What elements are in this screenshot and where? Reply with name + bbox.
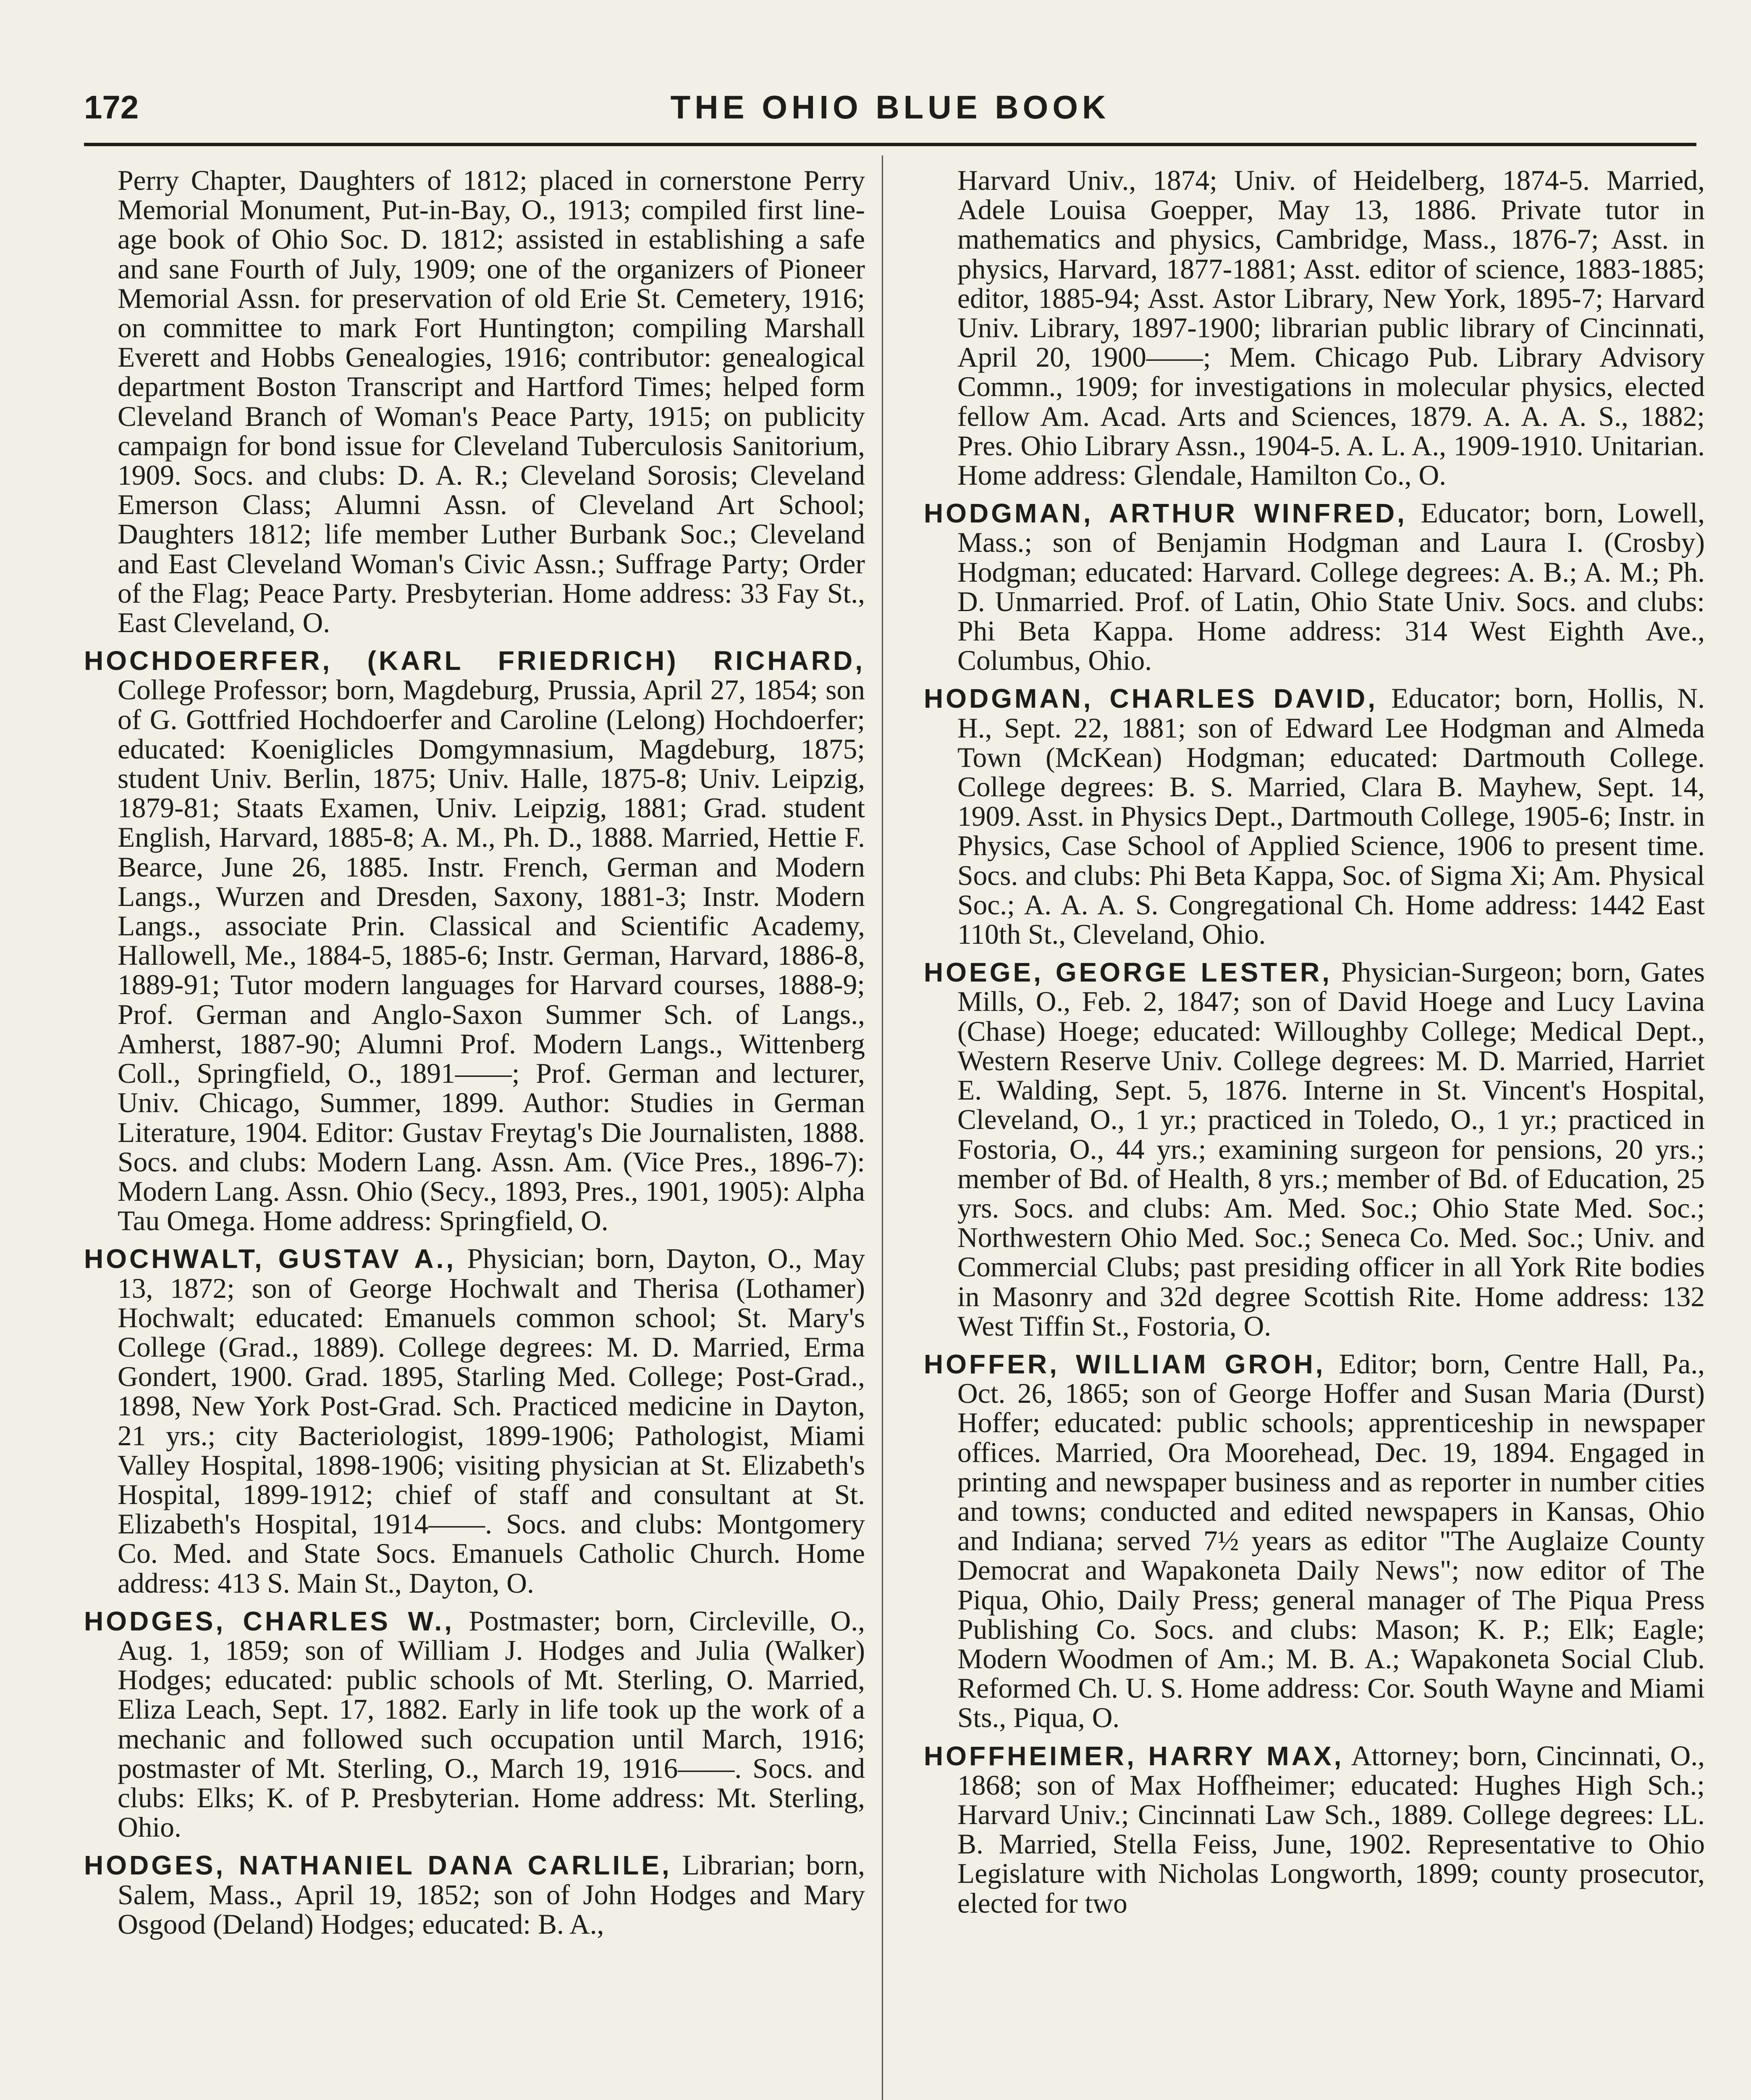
entry-text: Physician-Surgeon; born, Gates Mills, O., Feb. 2, 1847; son of David Hoege and Lucy Lavina (Chase) Hoege; educated: Willoughby College; Medical Dept., Western Reserve Univ. College degrees: M. D. Married, Harriet E. Walding, Sept. 5, 1876. Interne in St. Vincent's Hospital, Cleveland, O., 1 yr.; practiced in Toledo, O., 1 yr.; practiced in Fostoria, O., 44 yrs.; examining surgeon for pensions, 20 yrs.; member of Bd. of Health, 8 yrs.; member of Bd. of Education, 25 yrs. Socs. and clubs: Am. Med. Soc.; Ohio State Med. Soc.; Northwestern Ohio Med. Soc.; Seneca Co. Med. Soc.; Univ. and Commercial Clubs; past presiding officer in all York Rite bodies in Masonry and 32d degree Scottish Rite. Home address: 132 West Tiffin St., Fostoria, O. (957, 956, 1705, 1342)
biography-entry (84, 646, 865, 1236)
left-column (84, 166, 865, 1948)
entry-text: Postmaster; born, Circleville, O., Aug. 1, 1859; son of William J. Hodges and Julia (Walker) Hodges; educated: public schools of Mt. Sterling, O. Married, Eliza Leach, Sept. 17, 1882. Early in life took up the work of a mechanic and followed such occupation until March, 1916; postmaster of Mt. Sterling, O., March 19, 1916——. Socs. and clubs: Elks; K. of P. Presbyterian. Home address: Mt. Sterling, Ohio. (118, 1605, 865, 1843)
entry-name: HODGES, NATHANIEL DANA CARLILE, (84, 1850, 672, 1881)
entry-text: Librarian; born, Salem, Mass., April 19, 1852; son of John Hodges and Mary Osgood (Deland) Hodges; educated: B. A., (118, 1849, 865, 1940)
biography-entry (84, 1244, 865, 1598)
biography-entry (84, 1606, 865, 1843)
entry-name: HOCHWALT, GUSTAV A., (84, 1244, 456, 1274)
entry-text: Editor; born, Centre Hall, Pa., Oct. 26, 1865; son of George Hoffer and Susan Maria (Durst) Hoffer; educated: public schools; apprenticeship in newspaper offices. Married, Ora Moorehead, Dec. 19, 1894. Engaged in printing and newspaper business and as reporter in number cities and towns; conducted and edited newspapers in Kansas, Ohio and Indiana; served 7½ years as editor "The Auglaize County Democrat and Wapakoneta Daily News"; now editor of The Piqua, Ohio, Daily Press; general manager of The Piqua Press Publishing Co. Socs. and clubs: Mason; K. P.; Elk; Eagle; Modern Woodmen of Am.; M. B. A.; Wapakoneta Social Club. Reformed Ch. U. S. Home address: Cor. South Wayne and Miami Sts., Piqua, O. (957, 1348, 1705, 1734)
entry-name: HOCHDOERFER, (KARL FRIEDRICH) RICHARD, (84, 646, 865, 676)
column-divider (882, 155, 883, 2100)
entry-text: Educator; born, Hollis, N. H., Sept. 22, 1881; son of Edward Lee Hodgman and Almeda Town (McKean) Hodgman; educated: Dartmouth College. College degrees: B. S. Married, Clara B. Mayhew, Sept. 14, 1909. Asst. in Physics Dept., Dartmouth College, 1905-6; Instr. in Physics, Case School of Applied Science, 1906 to present time. Socs. and clubs: Phi Beta Kappa, Soc. of Sigma Xi; Am. Physical Soc.; A. A. A. S. Congregational Ch. Home address: 1442 East 110th St., Cleveland, Ohio. (957, 682, 1705, 950)
entry-name: HOFFHEIMER, HARRY MAX, (924, 1740, 1344, 1771)
entry-name: HODGES, CHARLES W., (84, 1606, 454, 1636)
entry-name: HODGMAN, CHARLES DAVID, (924, 683, 1378, 714)
biography-entry (924, 1741, 1705, 1918)
biography-entry (924, 499, 1705, 675)
entry-text: Physician; born, Dayton, O., May 13, 1872; son of George Hochwalt and Therisa (Lothamer) Hochwalt; educated: Emanuels common school; St. Mary's College (Grad., 1889). College degrees: M. D. Married, Erma Gondert, 1900. Grad. 1895, Starling Med. College; Post-Grad., 1898, New York Post-Grad. Sch. Practiced medicine in Dayton, 21 yrs.; city Bacteriologist, 1899-1906; Pathologist, Miami Valley Hospital, 1898-1906; visiting physician at St. Elizabeth's Hospital, 1899-1912; chief of staff and consultant at St. Elizabeth's Hospital, 1914——. Socs. and clubs: Montgomery Co. Med. and State Socs. Emanuels Catholic Church. Home address: 413 S. Main St., Dayton, O. (118, 1243, 865, 1599)
entry-text: Attorney; born, Cincinnati, O., 1868; son of Max Hoffheimer; educated: Hughes High Sch.; Harvard Univ.; Cincinnati Law Sch., 1889. College degrees: LL. B. Married, Stella Feiss, June, 1902. Representative to Ohio Legislature with Nicholas Longworth, 1899; county prosecutor, elected for two (957, 1740, 1705, 1919)
entry-text: College Professor; born, Magdeburg, Prussia, April 27, 1854; son of G. Gottfried Hochdoerfer and Caroline (Lelong) Hochdoerfer; educated: Koeniglicles Domgymnasium, Magdeburg, 1875; student Univ. Berlin, 1875; Univ. Halle, 1875-8; Univ. Leipzig, 1879-81; Staats Examen, Univ. Leipzig, 1881; Grad. student English, Harvard, 1885-8; A. M., Ph. D., 1888. Married, Hettie F. Bearce, June 26, 1885. Instr. French, German and Modern Langs., Wurzen and Dresden, Saxony, 1881-3; Instr. Modern Langs., associate Prin. Classical and Scientific Academy, Hallowell, Me., 1884-5, 1885-6; Instr. German, Harvard, 1886-8, 1889-91; Tutor modern languages for Harvard courses, 1888-9; Prof. German and Anglo-Saxon Summer Sch. of Langs., Amherst, 1887-90; Alumni Prof. Modern Langs., Wittenberg Coll., Springfield, O., 1891——; Prof. German and lecturer, Univ. Chicago, Summer, 1899. Author: Studies in German Literature, 1904. Editor: Gustav Freytag's Die Journalisten, 1888. Socs. and clubs: Modern Lang. Assn. Am. (Vice Pres., 1896-7): Modern Lang. Assn. Ohio (Secy., 1893, Pres., 1901, 1905): Alpha Tau Omega. Home address: Springfield, O. (118, 674, 865, 1237)
right-column (924, 166, 1705, 1927)
continuation-text: Perry Chapter, Daughters of 1812; placed in cornerstone Perry Memorial Monument, Put-in-Bay, O., 1913; compiled first line-age book of Ohio Soc. D. 1812; assisted in establishing a safe and sane Fourth of July, 1909; one of the organizers of Pioneer Memorial Assn. for preservation of old Erie St. Cemetery, 1916; on committee to mark Fort Huntington; compiling Marshall Everett and Hobbs Genealogies, 1916; contributor: genealogical department Boston Transcript and Hartford Times; helped form Cleveland Branch of Woman's Peace Party, 1915; on publicity campaign for bond issue for Cleveland Tuberculosis Sanitorium, 1909. Socs. and clubs: D. A. R.; Cleveland Sorosis; Cleveland Emerson Class; Alumni Assn. of Cleveland Art School; Daughters 1812; life member Luther Burbank Soc.; Cleveland and East Cleveland Woman's Civic Assn.; Suffrage Party; Order of the Flag; Peace Party. Presbyterian. Home address: 33 Fay St., East Cleveland, O. (118, 165, 865, 639)
biography-entry (84, 1851, 865, 1939)
page-number: 172 (84, 89, 139, 126)
biography-entry (924, 1349, 1705, 1733)
page-header (84, 80, 1696, 146)
biography-entry (924, 958, 1705, 1341)
continuation-text: Harvard Univ., 1874; Univ. of Heidelberg, 1874-5. Married, Adele Louisa Goepper, May 13, 1886. Private tutor in mathematics and physics, Cambridge, Mass., 1876-7; Asst. in physics, Harvard, 1877-1881; Asst. editor of science, 1883-1885; editor, 1885-94; Asst. Astor Library, New York, 1895-7; Harvard Univ. Library, 1897-1900; librarian public library of Cincinnati, April 20, 1900——; Mem. Chicago Pub. Library Advisory Commn., 1909; for investigations in molecular physics, elected fellow Am. Acad. Arts and Sciences, 1879. A. A. A. S., 1882; Pres. Ohio Library Assn., 1904-5. A. L. A., 1909-1910. Unitarian. Home address: Glendale, Hamilton Co., O. (957, 165, 1705, 491)
entry-name: HODGMAN, ARTHUR WINFRED, (924, 498, 1407, 529)
entry-name: HOEGE, GEORGE LESTER, (924, 957, 1332, 988)
running-title: THE OHIO BLUE BOOK (670, 89, 1110, 126)
biography-entry (924, 684, 1705, 949)
entry-text: Educator; born, Lowell, Mass.; son of Benjamin Hodgman and Laura I. (Crosby) Hodgman; educated: Harvard. College degrees: A. B.; A. M.; Ph. D. Unmarried. Prof. of Latin, Ohio State Univ. Socs. and clubs: Phi Beta Kappa. Home address: 314 West Eighth Ave., Columbus, Ohio. (957, 497, 1705, 677)
entry-name: HOFFER, WILLIAM GROH, (924, 1349, 1326, 1379)
